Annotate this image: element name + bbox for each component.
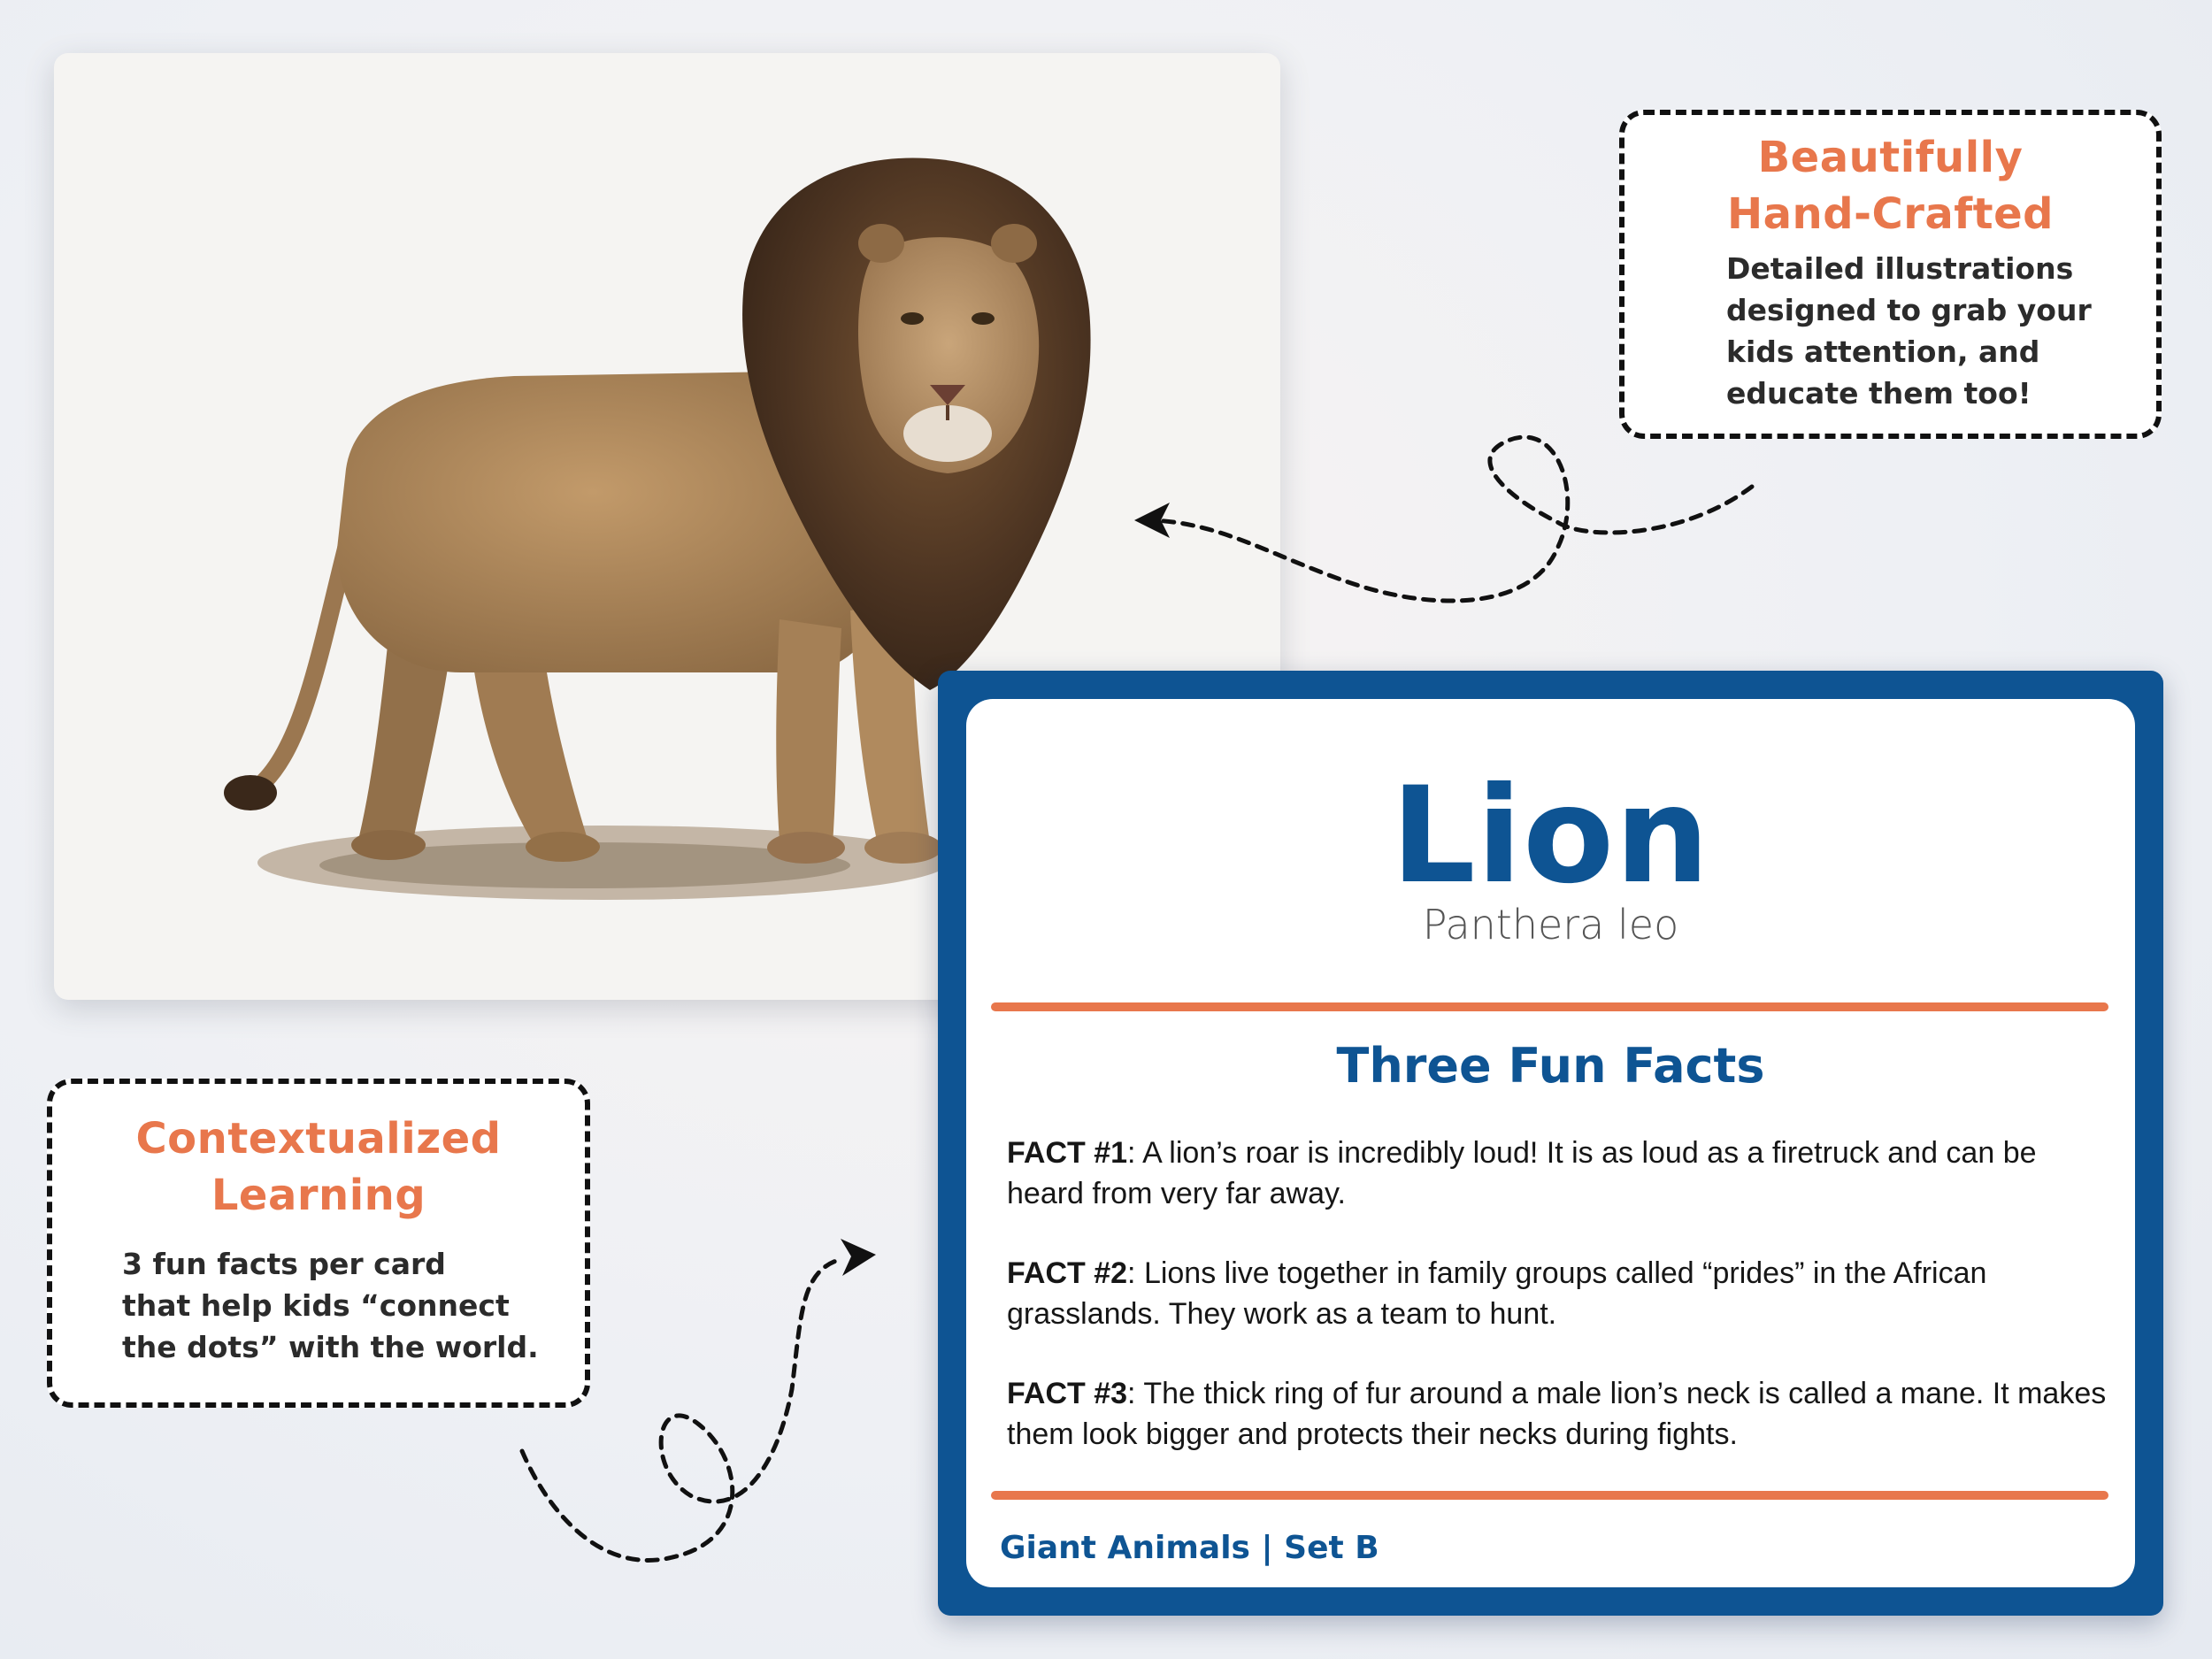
animal-name: Lion (1391, 759, 1710, 913)
scientific-name: Panthera leo (1422, 901, 1679, 949)
callout-title: Learning (211, 1171, 426, 1220)
fact-card (938, 671, 2163, 1616)
fact-item (1007, 1253, 2113, 1334)
set-label: Giant Animals | Set B (1000, 1530, 1379, 1566)
fact-card-inner (966, 699, 2135, 1587)
fact-item (1007, 1133, 2113, 1214)
fact-label: FACT #2 (1007, 1256, 1128, 1290)
callout-title: Beautifully (1757, 133, 2024, 182)
callout-body: 3 fun facts per card that help kids “connect the dots” with the world. (122, 1247, 539, 1364)
divider (991, 1002, 2108, 1011)
fact-text: : Lions live together in family groups called “prides” in the African grasslands. They work as a team to hunt. (1007, 1256, 1987, 1331)
fact-item (1007, 1373, 2113, 1455)
arrow-head-icon (841, 1239, 876, 1276)
divider (991, 1491, 2108, 1500)
fact-label: FACT #1 (1007, 1136, 1128, 1170)
fact-text: : A lion’s roar is incredibly loud! It is as loud as a firetruck and can be heard from very far away. (1007, 1136, 2037, 1210)
fact-label: FACT #3 (1007, 1377, 1128, 1410)
facts-heading: Three Fun Facts (1336, 1038, 1765, 1094)
fact-text: : The thick ring of fur around a male lion’s neck is called a mane. It makes them look bigger and protects their necks during fights. (1007, 1377, 2107, 1451)
feature-callout-handcrafted (1619, 110, 2162, 439)
callout-title: Hand-Crafted (1726, 189, 2055, 239)
feature-callout-learning (47, 1079, 590, 1408)
callout-body: Detailed illustrations designed to grab your kids attention, and educate them too! (1726, 251, 2092, 411)
callout-title: Contextualized (135, 1114, 502, 1164)
